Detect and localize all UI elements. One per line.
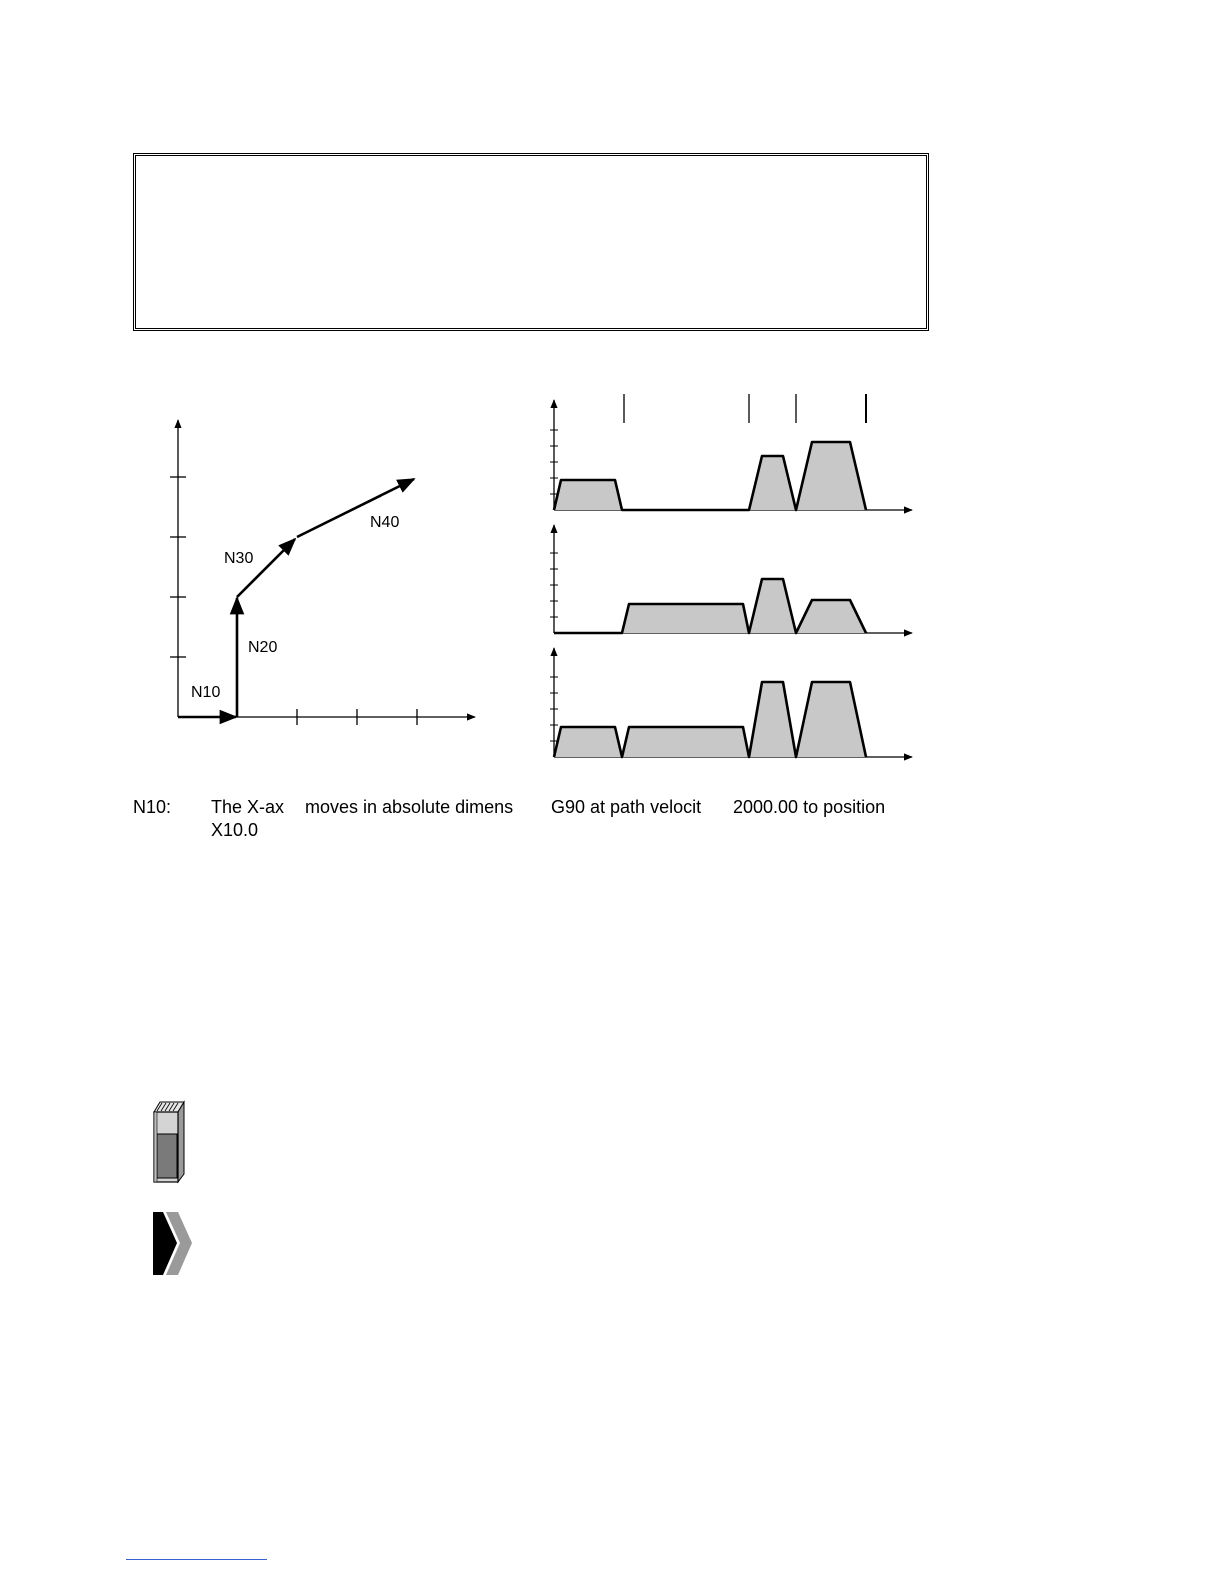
caption-text-1: The X-ax [211,797,285,817]
velocity-profile-3 [550,648,912,757]
caption-text-3: G90 at path velocit [551,797,702,817]
chevron-right-icon [150,1212,196,1278]
book-icon [148,1100,188,1186]
label-n20: N20 [248,639,278,656]
velocity-profile-2 [550,525,912,633]
path-segment-n30 [237,539,295,597]
caption-text-line2: X10.0 [211,820,259,840]
caption-text-2: moves in absolute dimens [305,797,514,817]
velocity-profile-1 [550,400,912,510]
caption-text-4: 2000.00 to position [733,797,886,817]
label-n10: N10 [191,684,221,701]
path-axes [170,420,475,725]
footer-rule [126,1559,267,1560]
label-n30: N30 [224,550,254,567]
block-boundary-markers [624,394,866,423]
label-n40: N40 [370,514,400,531]
caption-block-number: N10: [133,797,172,817]
